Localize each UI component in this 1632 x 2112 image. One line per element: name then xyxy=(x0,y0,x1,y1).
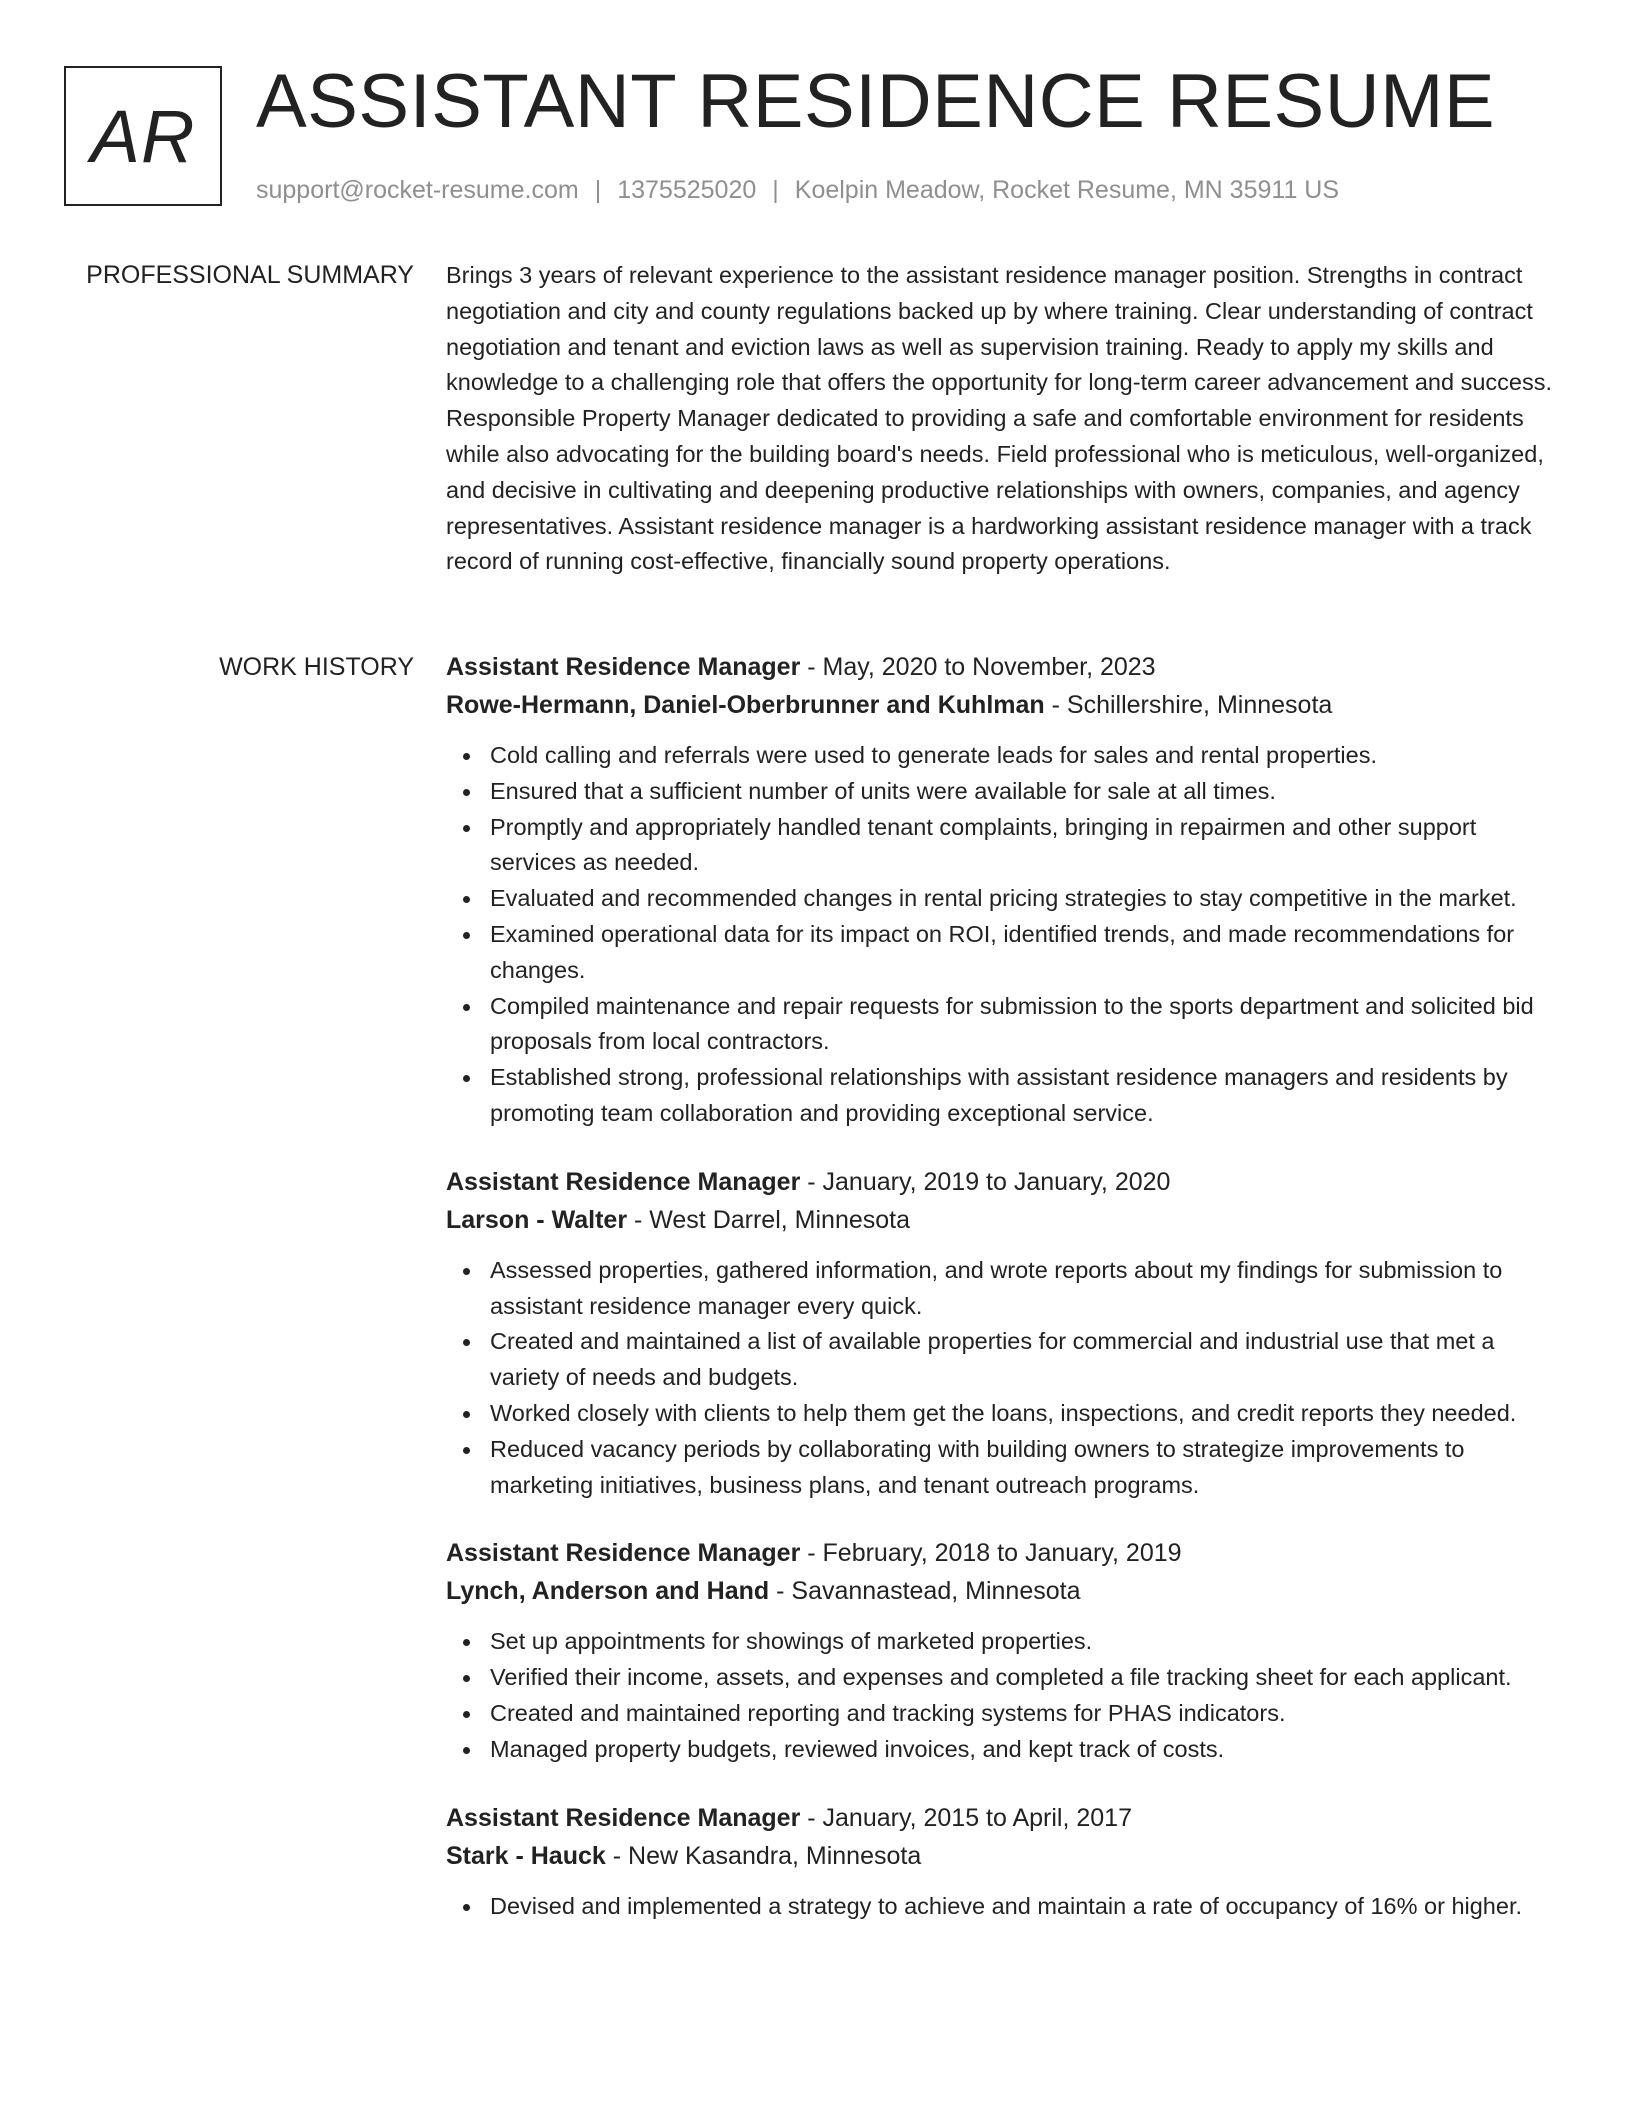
job-location: - New Kasandra, Minnesota xyxy=(605,1841,922,1870)
job-bullets xyxy=(446,738,1561,1132)
section-label-professional-summary: PROFESSIONAL SUMMARY xyxy=(86,261,414,289)
job-dates: - January, 2019 to January, 2020 xyxy=(800,1167,1171,1196)
job-company: Stark - Hauck xyxy=(446,1841,606,1870)
list-item: Reduced vacancy periods by collaborating with building owners to strategize improvements to marketing initiatives, business plans, and tenant outreach programs. xyxy=(490,1432,1561,1504)
job-company: Rowe-Hermann, Daniel-Oberbrunner and Kuhlman xyxy=(446,691,1045,719)
contact-address: Koelpin Meadow, Rocket Resume, MN 35911 US xyxy=(794,176,1340,204)
job-entry xyxy=(446,648,1561,1132)
job-title: Assistant Residence Manager xyxy=(446,1539,801,1568)
list-item: Worked closely with clients to help them get the loans, inspections, and credit reports they needed. xyxy=(490,1396,1561,1432)
job-company-line xyxy=(446,1837,1561,1875)
job-entry xyxy=(446,1534,1561,1767)
list-item: Compiled maintenance and repair requests for submission to the sports department and solicited bid proposals from local contractors. xyxy=(490,989,1561,1061)
list-item: Assessed properties, gathered information, and wrote reports about my findings for submission to assistant residence manager every quick. xyxy=(490,1253,1561,1325)
list-item: Created and maintained a list of available properties for commercial and industrial use that met a variety of needs and budgets. xyxy=(490,1324,1561,1396)
job-title: Assistant Residence Manager xyxy=(446,653,801,681)
list-item: Evaluated and recommended changes in rental pricing strategies to stay competitive in the market. xyxy=(490,881,1561,917)
list-item: Established strong, professional relationships with assistant residence managers and residents by promoting team collaboration and providing exceptional service. xyxy=(490,1060,1561,1132)
list-item: Examined operational data for its impact on ROI, identified trends, and made recommendations for changes. xyxy=(490,917,1561,989)
contact-email: support@rocket-resume.com xyxy=(256,176,579,204)
job-title: Assistant Residence Manager xyxy=(446,1167,801,1196)
job-dates: - May, 2020 to November, 2023 xyxy=(800,653,1156,681)
list-item: Cold calling and referrals were used to generate leads for sales and rental properties. xyxy=(490,738,1561,774)
list-item: Promptly and appropriately handled tenant complaints, bringing in repairmen and other support services as needed. xyxy=(490,810,1561,882)
list-item: Managed property budgets, reviewed invoices, and kept track of costs. xyxy=(490,1732,1561,1768)
job-location: - Schillershire, Minnesota xyxy=(1044,691,1333,719)
job-entry xyxy=(446,1163,1561,1504)
job-dates: - January, 2015 to April, 2017 xyxy=(800,1803,1132,1832)
section-label-work-history: WORK HISTORY xyxy=(219,653,414,681)
work-history-section xyxy=(446,648,1561,1924)
job-location: - Savannastead, Minnesota xyxy=(769,1577,1081,1606)
contact-line xyxy=(256,174,1339,206)
job-title-line xyxy=(446,1163,1561,1201)
job-bullets xyxy=(446,1889,1561,1925)
job-company: Lynch, Anderson and Hand xyxy=(446,1577,770,1606)
job-title-line xyxy=(446,648,1561,686)
contact-separator: | xyxy=(594,176,602,204)
job-bullets xyxy=(446,1624,1561,1767)
list-item: Set up appointments for showings of marketed properties. xyxy=(490,1624,1561,1660)
list-item: Verified their income, assets, and expenses and completed a file tracking sheet for each applicant. xyxy=(490,1660,1561,1696)
job-location: - West Darrel, Minnesota xyxy=(627,1205,911,1234)
job-company-line xyxy=(446,1572,1561,1610)
job-dates: - February, 2018 to January, 2019 xyxy=(800,1539,1182,1568)
list-item: Devised and implemented a strategy to achieve and maintain a rate of occupancy of 16% or higher. xyxy=(490,1889,1561,1925)
monogram-initials: AR xyxy=(90,94,196,178)
summary-text: Brings 3 years of relevant experience to the assistant residence manager position. Strengths in contract negotiation and city and county regulations backed up by where training. Clear understanding of contract negotiation and tenant and eviction laws as well as supervision training. Ready to apply my skills and knowledge to a challenging role that offers the opportunity for long-term career advancement and success. Responsible Property Manager dedicated to providing a safe and comfortable environment for residents while also advocating for the building board's needs. Field professional who is meticulous, well-organized, and decisive in cultivating and deepening productive relationships with owners, companies, and agency representatives. Assistant residence manager is a hardworking assistant residence manager with a track record of running cost-effective, financially sound property operations. xyxy=(446,262,1553,575)
resume-title: ASSISTANT RESIDENCE RESUME xyxy=(256,59,1496,144)
professional-summary-section xyxy=(446,258,1561,580)
contact-phone: 1375525020 xyxy=(617,176,757,204)
job-title-line xyxy=(446,1534,1561,1572)
monogram-box xyxy=(64,66,222,206)
list-item: Created and maintained reporting and tracking systems for PHAS indicators. xyxy=(490,1696,1561,1732)
job-entry xyxy=(446,1799,1561,1925)
job-title-line xyxy=(446,1799,1561,1837)
list-item: Ensured that a sufficient number of units were available for sale at all times. xyxy=(490,774,1561,810)
job-company-line xyxy=(446,1201,1561,1239)
job-title: Assistant Residence Manager xyxy=(446,1803,801,1832)
job-company: Larson - Walter xyxy=(446,1205,628,1234)
job-bullets xyxy=(446,1253,1561,1504)
contact-separator: | xyxy=(772,176,779,204)
job-company-line xyxy=(446,686,1561,724)
